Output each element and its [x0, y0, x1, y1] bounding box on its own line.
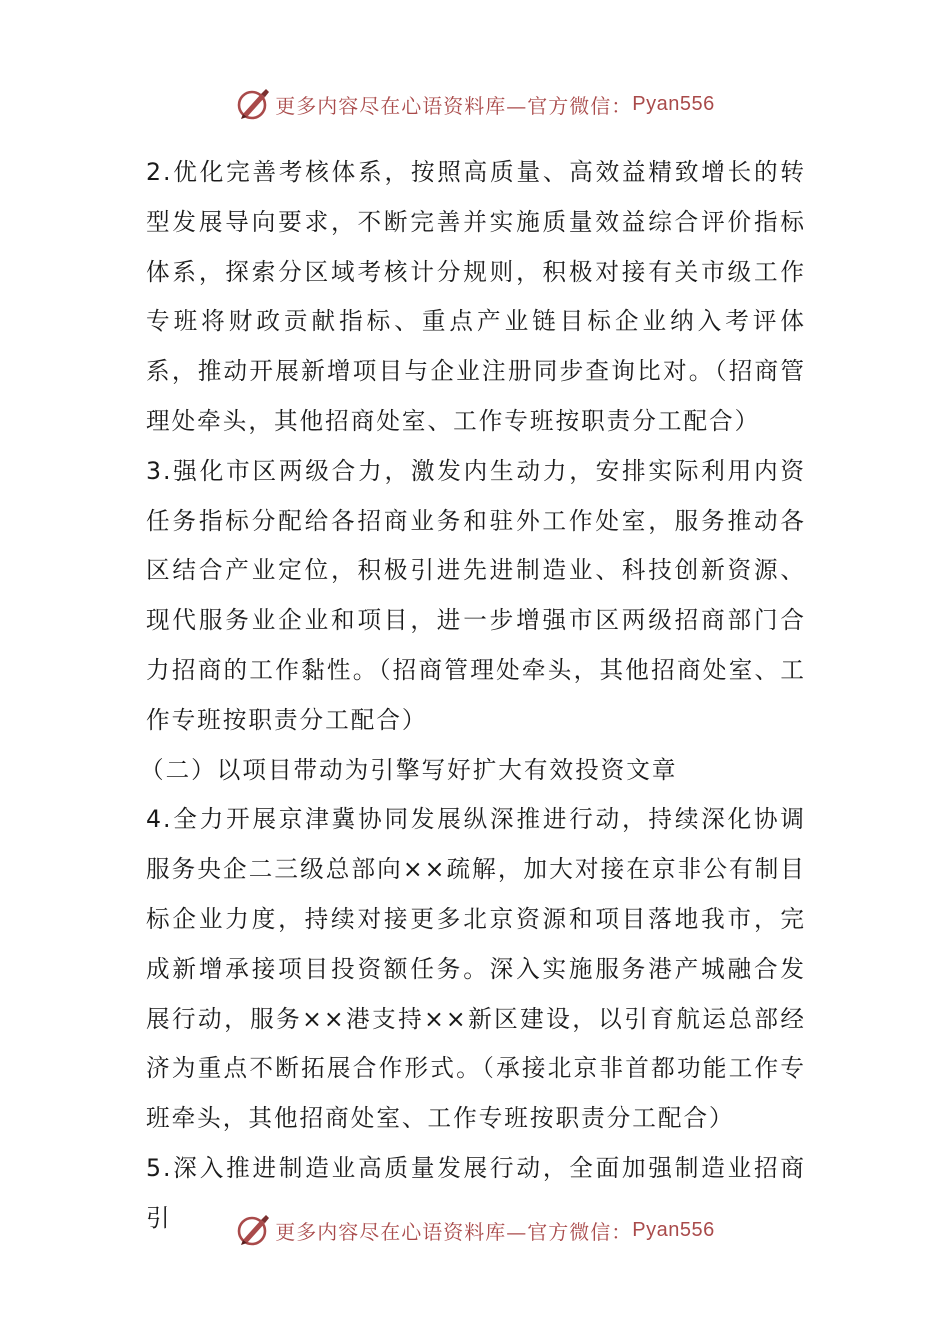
paragraph-4: 4.全力开展京津冀协同发展纵深推进行动，持续深化协调服务央企二三级总部向××疏解，加大对接在京非公有制目标企业力度，持续对接更多北京资源和项目落地我市，完成新增承接项目投资额任务。深入实施服务港产城融合发展行动，服务××港支持××新区建设，以引育航运总部经济为重点不断拓展合作形式。（承接北京非首都功能工作专班牵头，其他招商处室、工作专班按职责分工配合） — [146, 805, 806, 1133]
watermark-banner-bottom — [0, 1208, 950, 1252]
document-body — [140, 148, 806, 1244]
paragraph-5: 5.深入推进制造业高质量发展行动，全面加强制造业招商引 — [146, 1153, 806, 1232]
watermark-wechat-id: Pyan556 — [632, 92, 715, 115]
pen-logo-icon — [235, 86, 271, 122]
watermark-text: 更多内容尽在心语资料库—官方微信： — [275, 93, 633, 118]
section-heading: （二）以项目带动为引擎写好扩大有效投资文章 — [140, 755, 678, 784]
paragraph-3: 3.强化市区两级合力，激发内生动力，安排实际利用内资任务指标分配给各招商业务和驻外工作处室，服务推动各区结合产业定位，积极引进先进制造业、科技创新资源、现代服务业企业和项目，进一步增强市区两级招商部门合力招商的工作黏性。（招商管理处牵头，其他招商处室、工作专班按职责分工配合） — [146, 456, 806, 734]
paragraph-2: 2.优化完善考核体系，按照高质量、高效益精致增长的转型发展导向要求，不断完善并实施质量效益综合评价指标体系，探索分区域考核计分规则，积极对接有关市级工作专班将财政贡献指标、重点产业链目标企业纳入考评体系，推动开展新增项目与企业注册同步查询比对。（招商管理处牵头，其他招商处室、工作专班按职责分工配合） — [146, 158, 806, 435]
watermark-wechat-id: Pyan556 — [632, 1218, 715, 1241]
watermark-text: 更多内容尽在心语资料库—官方微信： — [275, 1219, 633, 1244]
pen-logo-icon — [235, 1212, 271, 1248]
watermark-banner-top — [0, 82, 950, 126]
